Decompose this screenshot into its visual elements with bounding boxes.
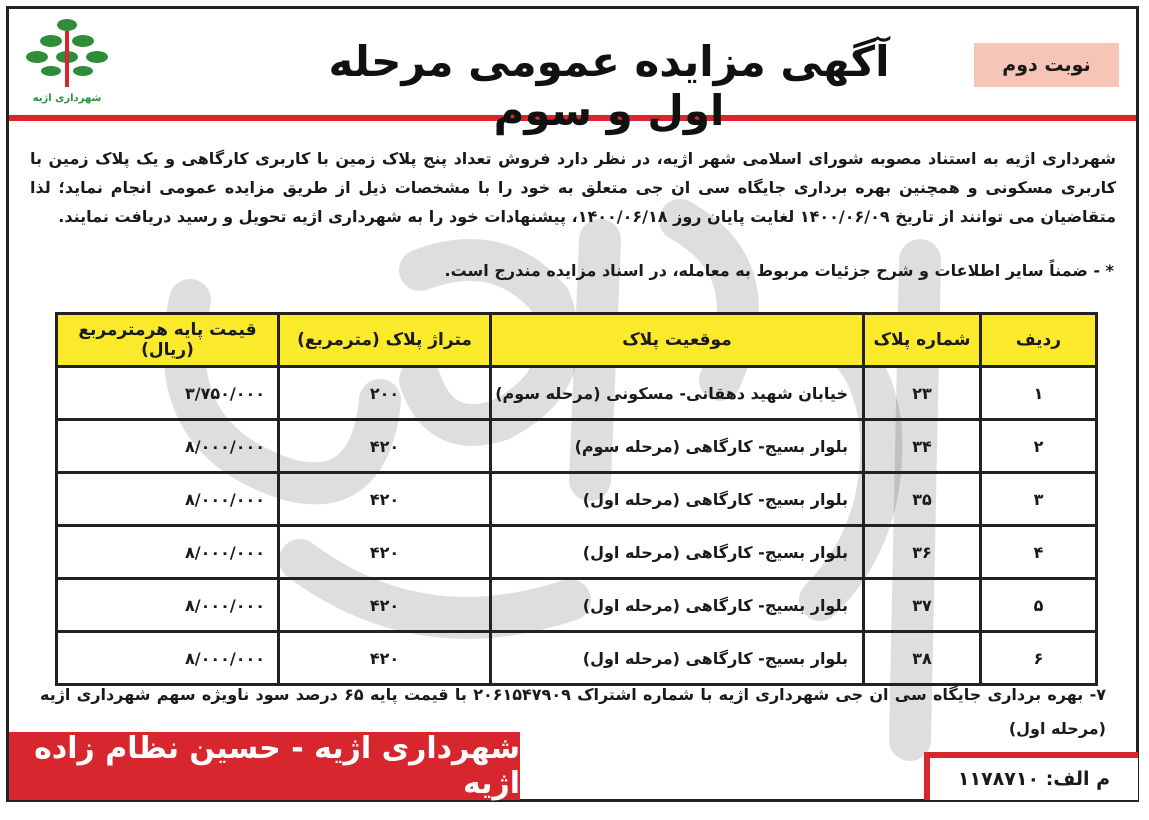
- cell-price: ۸/۰۰۰/۰۰۰: [57, 473, 279, 526]
- page-title: آگهی مزایده عمومی مرحله اول و سوم: [328, 37, 890, 135]
- cell-area: ۴۲۰: [279, 632, 491, 685]
- reference-number: م الف: ۱۱۷۸۷۱۰: [924, 752, 1138, 800]
- cell-area: ۴۲۰: [279, 420, 491, 473]
- table-row: [57, 579, 1097, 632]
- table-row: [57, 473, 1097, 526]
- cell-location: بلوار بسیج- کارگاهی (مرحله اول): [491, 473, 864, 526]
- cell-location: بلوار بسیج- کارگاهی (مرحله سوم): [491, 420, 864, 473]
- cell-price: ۸/۰۰۰/۰۰۰: [57, 632, 279, 685]
- cell-area: ۴۲۰: [279, 473, 491, 526]
- logo-caption: شهرداری اژیه: [32, 93, 102, 104]
- intro-paragraph: [30, 144, 1116, 231]
- auction-table: [55, 312, 1098, 686]
- cell-price: ۸/۰۰۰/۰۰۰: [57, 526, 279, 579]
- cell-area: ۲۰۰: [279, 367, 491, 420]
- cell-location: بلوار بسیج- کارگاهی (مرحله اول): [491, 579, 864, 632]
- auction-table-wrapper: [58, 312, 1098, 686]
- cell-location: بلوار بسیج- کارگاهی (مرحله اول): [491, 526, 864, 579]
- cell-row-number: ۶: [981, 632, 1097, 685]
- cell-area: ۴۲۰: [279, 526, 491, 579]
- signature-banner: شهرداری اژیه - حسین نظام زاده اژیه: [9, 732, 520, 800]
- cell-row-number: ۳: [981, 473, 1097, 526]
- cell-row-number: ۱: [981, 367, 1097, 420]
- cell-location: بلوار بسیج- کارگاهی (مرحله اول): [491, 632, 864, 685]
- column-header-area: متراژ پلاک (مترمربع): [279, 314, 491, 367]
- municipality-logo-icon: [17, 13, 117, 113]
- ad-header: [9, 9, 1136, 135]
- cell-plate-number: ۳۸: [864, 632, 981, 685]
- intro-text: شهرداری اژیه به استناد مصوبه شورای اسلامی شهر اژیه، در نظر دارد فروش تعداد پنج پلاک زمین با کاربری کارگاهی و یک پلاک زمین با کاربری مسکونی و همچنین بهره برداری جایگاه سی ان جی متعلق به خود را با مشخصات ذیل از طریق مزایده عمومی انجام نماید؛ لذا متقاضیان می توانند از تاریخ ۱۴۰۰/۰۶/۰۹ لغایت پایان روز ۱۴۰۰/۰۶/۱۸، پیشنهادات خود را به شهرداری اژیه تحویل و رسید دریافت نمایند.: [30, 149, 1116, 226]
- cell-area: ۴۲۰: [279, 579, 491, 632]
- cell-row-number: ۴: [981, 526, 1097, 579]
- cell-price: ۸/۰۰۰/۰۰۰: [57, 579, 279, 632]
- cell-plate-number: ۳۷: [864, 579, 981, 632]
- note-text: * - ضمناً سایر اطلاعات و شرح جزئیات مربوط به معامله، در اسناد مزایده مندرج است.: [444, 261, 1114, 280]
- column-header-plate-number: شماره پلاک: [864, 314, 981, 367]
- column-header-row-number: ردیف: [981, 314, 1097, 367]
- column-header-price: قیمت پایه هرمترمربع (ریال): [57, 314, 279, 367]
- cell-plate-number: ۲۳: [864, 367, 981, 420]
- cell-plate-number: ۳۵: [864, 473, 981, 526]
- cell-location: خیابان شهید دهقانی- مسکونی (مرحله سوم): [491, 367, 864, 420]
- table-row: [57, 420, 1097, 473]
- cell-row-number: ۵: [981, 579, 1097, 632]
- table-row: [57, 526, 1097, 579]
- table-row: [57, 632, 1097, 685]
- table-header-row: [57, 314, 1097, 367]
- column-header-location: موقعیت پلاک: [491, 314, 864, 367]
- cell-price: ۳/۷۵۰/۰۰۰: [57, 367, 279, 420]
- cell-row-number: ۲: [981, 420, 1097, 473]
- cng-station-footnote: ۷- بهره برداری جایگاه سی ان جی شهرداری اژیه با شماره اشتراک ۲۰۶۱۵۴۷۹۰۹ با قیمت پایه ۶۵ درصد سود ناویژه سهم شهرداری اژیه (مرحله اول): [40, 685, 1106, 738]
- table-row: [57, 367, 1097, 420]
- turn-badge: نوبت دوم: [974, 43, 1119, 87]
- cell-price: ۸/۰۰۰/۰۰۰: [57, 420, 279, 473]
- cell-plate-number: ۳۴: [864, 420, 981, 473]
- cell-plate-number: ۳۶: [864, 526, 981, 579]
